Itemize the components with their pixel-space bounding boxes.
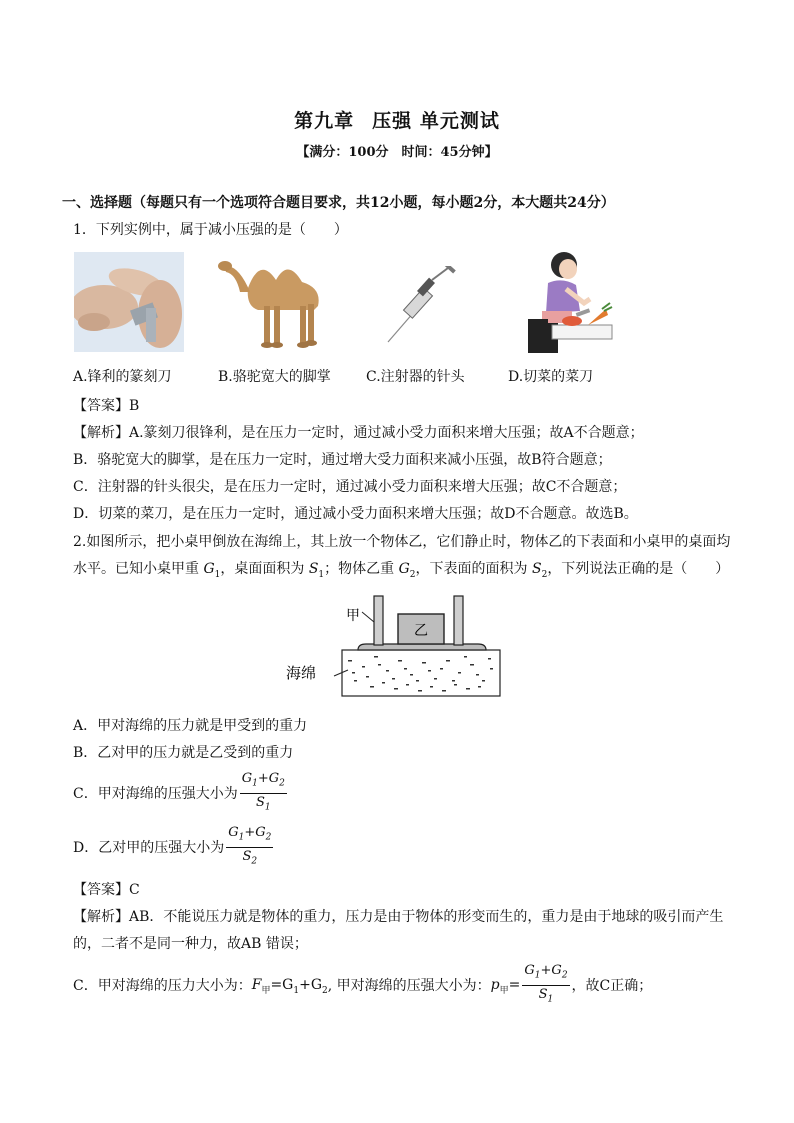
- chopping-person-image: [522, 249, 614, 353]
- q1-option-b: B.骆驼宽大的脚掌: [218, 369, 331, 385]
- q1-option-c: C.注射器的针头: [366, 369, 465, 385]
- q1-analysis-line: D．切菜的菜刀，是在压力一定时，通过减小受力面积来增大压强；故D不合题意。故选B。: [73, 506, 638, 522]
- figure-label-sponge: 海绵: [286, 664, 317, 682]
- table-sponge-figure: [282, 590, 504, 702]
- q2-option-d: D．乙对甲的压强大小为 $\frac{G_1+G_2}{S_2}$: [73, 824, 275, 870]
- q1-stem: 1．下列实例中，属于减小压强的是（ ）: [73, 222, 348, 238]
- camel-image: [218, 248, 334, 354]
- q1-analysis-line: B．骆驼宽大的脚掌，是在压力一定时，通过增大受力面积来减小压强，故B符合题意；: [73, 452, 612, 468]
- section-heading: 一、选择题（每题只有一个选项符合题目要求，共12小题，每小题2分，本大题共24分）: [62, 195, 615, 211]
- q2-option-c: C．甲对海绵的压强大小为 $\frac{G_1+G_2}{S_1}$: [73, 770, 289, 816]
- fraction: $\frac{G_1+G_2}{S_2}$: [228, 825, 272, 867]
- fraction: $\frac{G_1+G_2}{S_1}$: [241, 771, 285, 813]
- q1-analysis-line: 【解析】A.篆刻刀很锋利，是在压力一定时，通过减小受力面积来增大压强；故A不合题意；: [73, 425, 644, 441]
- q2-answer: 【答案】C: [73, 882, 140, 898]
- figure-label-jia: 甲: [346, 608, 360, 624]
- q2-stem-line2: 水平。已知小桌甲重 $G_1$，桌面面积为 $S_1$；物体乙重 $G_2$，下表面的面积为 $S_2$，下列说法正确的是（ ）: [73, 561, 730, 580]
- q2-option-b: B．乙对甲的压力就是乙受到的重力: [73, 745, 294, 761]
- syringe-image: [384, 266, 460, 346]
- q1-option-d: D.切菜的菜刀: [508, 369, 594, 385]
- q2-option-a: A．甲对海绵的压力就是甲受到的重力: [73, 718, 308, 734]
- q1-option-a: A.锋利的篆刻刀: [73, 369, 172, 385]
- engraving-knife-image: [74, 252, 184, 352]
- figure-label-yi: 乙: [414, 623, 428, 639]
- page-title: 第九章 压强 单元测试: [294, 110, 500, 132]
- page-subtitle: 【满分：100分 时间：45分钟】: [296, 145, 498, 160]
- fraction: $\frac{G_1+G_2}{S_1}$: [524, 963, 568, 1005]
- q2-analysis-c: C．甲对海绵的压力大小为：$F_甲=G_1+G_2$, 甲对海绵的压强大小为：$p_甲=$ $\frac{G_1+G_2}{S_1}$ ，故C正确；: [73, 962, 652, 1008]
- q2-analysis-line: 【解析】AB．不能说压力就是物体的重力，压力是由于物体的形变而生的，重力是由于地球的吸引而产生: [73, 909, 724, 925]
- q1-answer: 【答案】B: [73, 398, 140, 414]
- q1-analysis-line: C．注射器的针头很尖，是在压力一定时，通过减小受力面积来增大压强；故C不合题意；: [73, 479, 627, 495]
- q2-analysis-line: 的，二者不是同一种力，故AB 错误；: [73, 936, 308, 952]
- q2-stem-line1: 2.如图所示，把小桌甲倒放在海绵上，其上放一个物体乙，它们静止时，物体乙的下表面和小桌甲的桌面均: [73, 534, 731, 550]
